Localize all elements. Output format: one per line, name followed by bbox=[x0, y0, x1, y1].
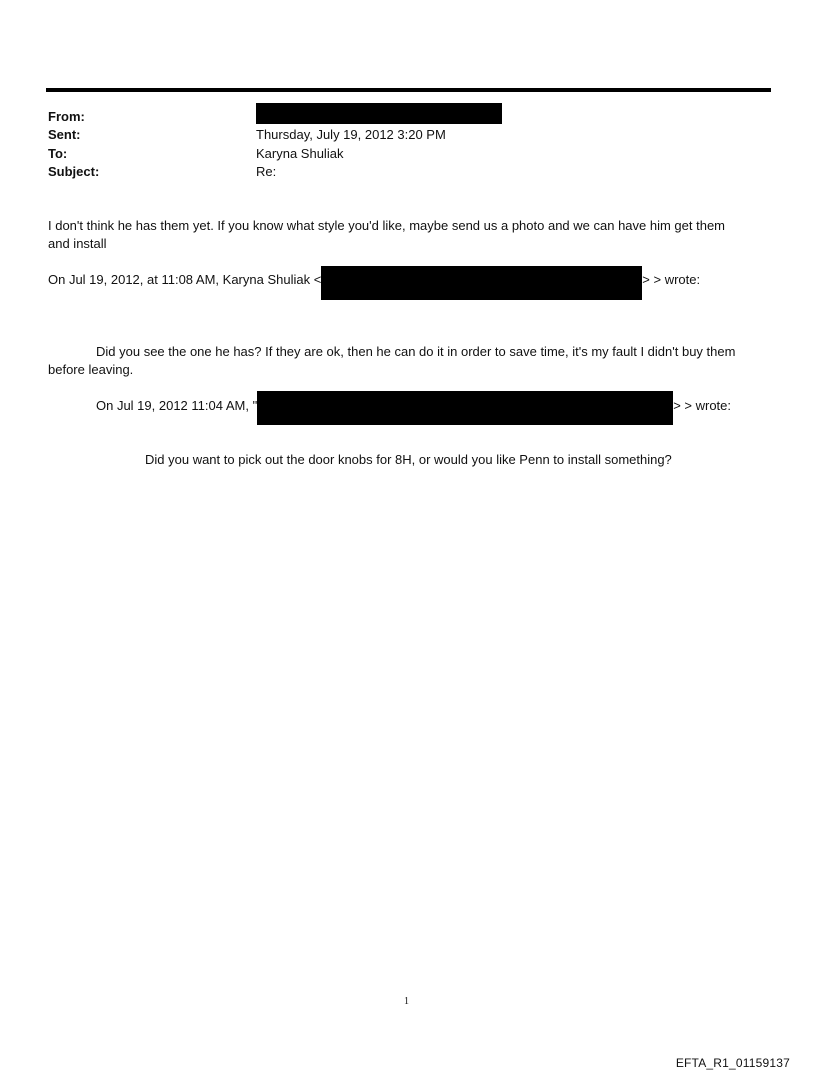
quote2-prefix: On Jul 19, 2012 11:04 AM, " bbox=[96, 398, 258, 413]
message-line-1: I don't think he has them yet. If you know what style you'd like, maybe send us a photo and we can have him get them bbox=[48, 218, 726, 233]
to-value: Karyna Shuliak bbox=[256, 146, 344, 161]
redacted-email-1 bbox=[321, 266, 642, 300]
quote1-prefix: On Jul 19, 2012, at 11:08 AM, Karyna Shuliak < bbox=[48, 272, 322, 287]
quote2-text: Did you want to pick out the door knobs for 8H, or would you like Penn to install something? bbox=[145, 452, 672, 467]
quote2-attribution bbox=[96, 397, 731, 425]
sent-value: Thursday, July 19, 2012 3:20 PM bbox=[256, 127, 446, 142]
document-id: EFTA_R1_01159137 bbox=[675, 1056, 790, 1070]
quote1-line-2: before leaving. bbox=[48, 362, 134, 377]
from-label: From: bbox=[48, 109, 85, 124]
quote2-suffix: > > wrote: bbox=[673, 398, 732, 413]
redacted-sender bbox=[256, 103, 502, 124]
quote1-suffix: > > wrote: bbox=[642, 272, 701, 287]
header-divider bbox=[46, 88, 771, 92]
page-number: 1 bbox=[404, 996, 409, 1007]
subject-value: Re: bbox=[256, 164, 277, 179]
redacted-email-2 bbox=[257, 391, 673, 425]
quote1-attribution bbox=[48, 271, 700, 300]
message-line-2: and install bbox=[48, 236, 107, 251]
sent-label: Sent: bbox=[48, 127, 81, 142]
subject-label: Subject: bbox=[48, 164, 100, 179]
to-label: To: bbox=[48, 146, 68, 161]
quote1-line-1: Did you see the one he has? If they are ok, then he can do it in order to save time, it's my fault I didn't buy them bbox=[96, 344, 736, 359]
